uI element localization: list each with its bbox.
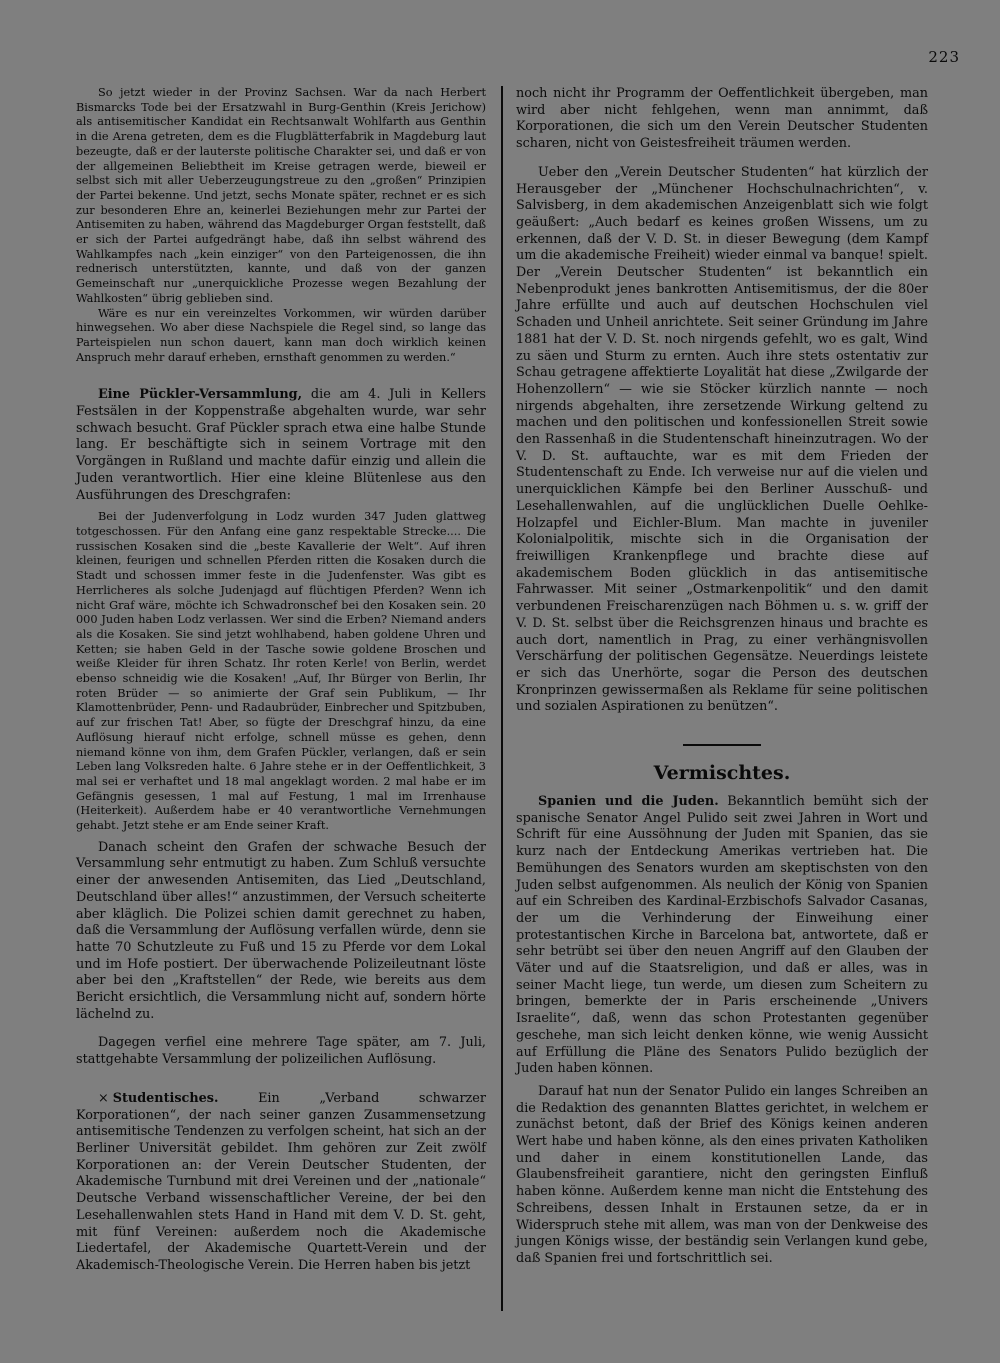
student-continuation: noch nicht ihr Programm der Oeffentlichkeit übergeben, man wird aber nicht fehlgehen, wenn man annimmt, daß Korporationen, die sich um den Verein Deutscher Studenten scharen, nicht von Geistesfreiheit träumen werden. — [516, 86, 928, 152]
pueckler-intro-text: die am 4. Juli in Kellers Festsälen in der Koppenstraße abgehalten wurde, war sehr schwach besucht. Graf Pückler sprach etwa eine halbe Stunde lang. Er beschäftigte sich in seinem Vortrage mit den Vorgängen in Rußland und machte dafür einzig und allein die Juden verantwortlich. Hier eine kleine Blütenlese aus den Ausführungen des Dreschgrafen: — [76, 387, 486, 503]
student-article — [76, 1091, 486, 1275]
quote-ending: Wäre es nur ein vereinzeltes Vorkommen, wir würden darüber hinwegsehen. Wo aber diese Nachspiele die Regel sind, so lange das Parteispielen nun schon dauert, kann man doch wirklich keinen Anspruch mehr darauf erheben, ernsthaft genommen zu werden.“ — [76, 306, 486, 364]
pueckler-heading: Eine Pückler-Versammlung, — [98, 387, 303, 403]
spanien-text-2: Darauf hat nun der Senator Pulido ein langes Schreiben an die Redaktion des genannten Blattes gerichtet, in welchem er zunächst betont, daß der Brief des Königs keinen anderen Wert habe und haben könne, als den eines privaten Katholiken und daher in einem konstitutionellen Lande, das Glaubensfreiheit garantiere, nicht den geringsten Einfluß haben könne. Außerdem kenne man nicht die Entstehung des Schreibens, dessen Inhalt in Erstaunen setze, da er in Widerspruch stehe mit allem, was man von der Denkweise des jungen Königs wisse, der beständig sein Verlangen kund gebe, daß Spanien frei und fortschrittlich sei. — [516, 1083, 928, 1266]
spanien-heading: Spanien und die Juden. — [538, 794, 719, 810]
section-title: Vermischtes. — [653, 762, 791, 785]
column-divider — [501, 86, 503, 1311]
vds-article: Ueber den „Verein Deutscher Studenten“ hat kürzlich der Herausgeber der „Münchener Hochschulnachrichten“, v. Salvisberg, in dem akademischen Anzeigenblatt sich wie folgt geäußert: „Auch bedarf es keines großen Wissens, um zu erkennen, daß der V. D. St. in dieser Bewegung (dem Kampf um die akademische Freiheit) wieder einmal va banque! spielt. Der „Verein Deutscher Studenten“ ist bekanntlich ein Nebenprodukt jenes bankrotten Antisemitismus, der die 80er Jahre erfüllte und auch auf deutschen Hochschulen viel Schaden und Unheil anrichtete. Seit seiner Gründung im Jahre 1881 hat der V. D. St. noch nirgends gefehlt, wo es galt, Wind zu säen und Sturm zu ernten. Auch ihre stets ostentativ zur Schau getragene affektierte Loyalität hat diese „Zwilgarde der Hohenzollern“ — wie sie Stöcker kürzlich nannte — noch nirgends abgehalten, ihre zersetzende Wirkung geltend zu machen und den politischen und konfessionellen Streit sowie den Rassenhaß in die Studentenschaft hineinzutragen. Wo der V. D. St. auftauchte, war es mit dem Frieden der Studentenschaft zu Ende. Ich verweise nur auf die vielen und unerquicklichen Kämpfe bei den Berliner Ausschuß- und Lesehallenwahlen, auf die unglücklichen Duelle Oehlke-Holzapfel und Eichler-Blum. Man machte in juveniler Kolonialpolitik, mischte sich in die Organisation der freiwilligen Krankenpflege und brachte diese auf akademischem Boden glücklich in das antisemitische Fahrwasser. Mit seiner „Ostmarkenpolitik“ und den damit verbundenen Freischarenzügen nach Böhmen u. s. w. griff der V. D. St. selbst über die Reichsgrenzen hinaus und brachte es auch dort, namentlich in Prag, zu einer verhängnisvollen Verschärfung der politischen Gegensätze. Neuerdings leistete er sich das Unerhörte, sogar die Person des deutschen Kronprinzen gewissermaßen als Reklame für seine politischen und sozialen Aspirationen zu benützen“. — [516, 164, 928, 715]
pueckler-after-2: Dagegen verfiel eine mehrere Tage später, am 7. Juli, stattgehabte Versammlung der polizeilichen Auflösung. — [76, 1035, 486, 1068]
student-text: Ein „Verband schwarzer Korporationen“, der nach seiner ganzen Zusammensetzung antisemitische Tendenzen zu verfolgen scheint, hat sich an der Berliner Universität gebildet. Ihm gehören zur Zeit zwölf Korporationen an: der Verein Deutscher Studenten, der Akademische Turnbund mit drei Vereinen und der „nationale“ Deutsche Verband wissenschaftlicher Vereine, der bei den Lesehallenwahlen stets Hand in Hand mit dem V. D. St. geht, mit fünf Vereinen: außerdem noch die Akademische Liedertafel, der Akademische Quartett-Verein und der Akademisch-Theologische Verein. Die Herren haben bis jetzt — [76, 1090, 486, 1273]
left-column — [76, 86, 486, 1275]
spanien-text: Bekanntlich bemüht sich der spanische Senator Angel Pulido seit zwei Jahren in Wort und Schrift für eine Aussöhnung der Juden mit Spanien, das sie kurz nach der Entdeckung Amerikas vertrieben hat. Die Bemühungen des Senators wurden am skeptischsten von den Juden selbst aufgenommen. Als neulich der König von Spanien auf ein Schreiben des Kardinal-Erzbischofs Salvador Casanas, der um die Verhinderung der Einweihung einer protestantischen Kirche in Barcelona bat, antwortete, daß er sehr betrübt sei über den neuen Angriff auf den Glauben der Väter und auf die Staatsreligion, und daß er alles, was in seiner Macht liege, tun werde, um diesen zum Scheitern zu bringen, bemerkte der in Paris erscheinende „Univers Israelite“, daß, wenn das schon Protestanten gegenüber geschehe, man sich leicht denken könne, wie wenig Aussicht auf Erfüllung die Pläne des Senators Pulido bezüglich der Juden haben können. — [516, 794, 929, 1077]
pueckler-quote: Bei der Judenverfolgung in Lodz wurden 347 Juden glattweg totgeschossen. Für den Anfang eine ganz respektable Strecke.... Die russischen Kosaken sind die „beste Kavallerie der Welt“. Auf ihren kleinen, feurigen und schnellen Pferden ritten die Kosaken durch die Stadt und schossen immer feste in die Judenfenster. Was gibt es Herrlicheres als solche Judenjagd auf flüchtigen Pferden? Wenn ich nicht Graf wäre, möchte ich Schwadronschef bei den Kosaken sein. 20 000 Juden haben Lodz verlassen. Wer sind die Erben? Niemand anders als die Kosaken. Sie sind jetzt wohlhabend, haben goldene Uhren und Ketten; sie haben Geld in der Tasche sowie goldene Broschen und weiße Kleider für ihren Schatz. Ihr roten Kerle! von Berlin, werdet ebenso schneidig wie die Kosaken! „Auf, Ihr Bürger von Berlin, Ihr roten Brüder — so animierte der Graf sein Publikum, — Ihr Klamottenbrüder, Penn- und Radaubrüder, Einbrecher und Spitzbuben, auf zur frischen Tat! Aber, so fügte der Dreschgraf hinzu, da eine Auflösung hierauf nicht erfolge, schnell müsse es gehen, denn niemand könne von ihm, dem Grafen Pückler, verlangen, daß er sein Leben lang Volksreden halte. 6 Jahre stehe er in der Oeffentlichkeit, 3 mal sei er verhaftet und 18 mal angeklagt worden. 2 mal habe er im Gefängnis gesessen, 1 mal auf Festung, 1 mal im Irrenhause (Heiterkeit). Außerdem habe er 40 verantwortliche Vernehmungen gehabt. Jetzt stehe er am Ende seiner Kraft. — [76, 510, 486, 833]
pueckler-article-intro — [76, 387, 486, 504]
quote-continuation: So jetzt wieder in der Provinz Sachsen. War da nach Herbert Bismarcks Tode bei der Ersatzwahl in Burg-Genthin (Kreis Jerichow) als antisemitischer Kandidat ein Rechtsanwalt Wohlfarth aus Genthin in die Arena getreten, dem es die Flugblätterfabrik in Magdeburg laut bezeugte, daß er der lauterste politische Charakter sei, und daß er von der allgemeinen Beliebtheit im Kreise getragen werde, bieweil er selbst sich mit aller Ueberzeugungstreue zu den „großen“ Prinzipien der Partei bekenne. Und jetzt, sechs Monate später, rechnet er es sich zur besonderen Ehre an, keinerlei Beziehungen mehr zur Partei der Antisemiten zu haben, während das Magdeburger Organ feststellt, daß er sich der Partei aufgedrängt habe, daß ihn selbst während des Wahlkampfes nach „kein einziger“ von den Parteigenossen, die ihn rednerisch unterstützten, kannte, und daß von der ganzen Gemeinschaft nur „unerquickliche Prozesse wegen Bezahlung der Wahlkosten“ übrig geblieben sind. — [76, 86, 486, 305]
student-heading: Studentisches. — [112, 1090, 219, 1106]
right-column — [516, 86, 928, 1268]
section-mark: × — [98, 1090, 109, 1106]
spanien-article — [516, 794, 928, 1078]
section-separator — [683, 744, 761, 746]
pueckler-after-1: Danach scheint den Grafen der schwache Besuch der Versammlung sehr entmutigt zu haben. Zum Schluß versuchte einer der anwesenden Antisemiten, das Lied „Deutschland, Deutschland über alles!“ anzustimmen, der Versuch scheiterte aber kläglich. Die Polizei schien damit gerechnet zu haben, daß die Versammlung der Auflösung verfallen würde, denn sie hatte 70 Schutzleute zu Fuß und 15 zu Pferde vor dem Lokal und im Hofe postiert. Der überwachende Polizeileutnant löste aber bei den „Kraftstellen“ der Rede, wie bereits aus dem Bericht ersichtlich, die Versammlung nicht auf, sondern hörte lächelnd zu. — [76, 839, 486, 1022]
page-number: 223 — [928, 48, 960, 66]
